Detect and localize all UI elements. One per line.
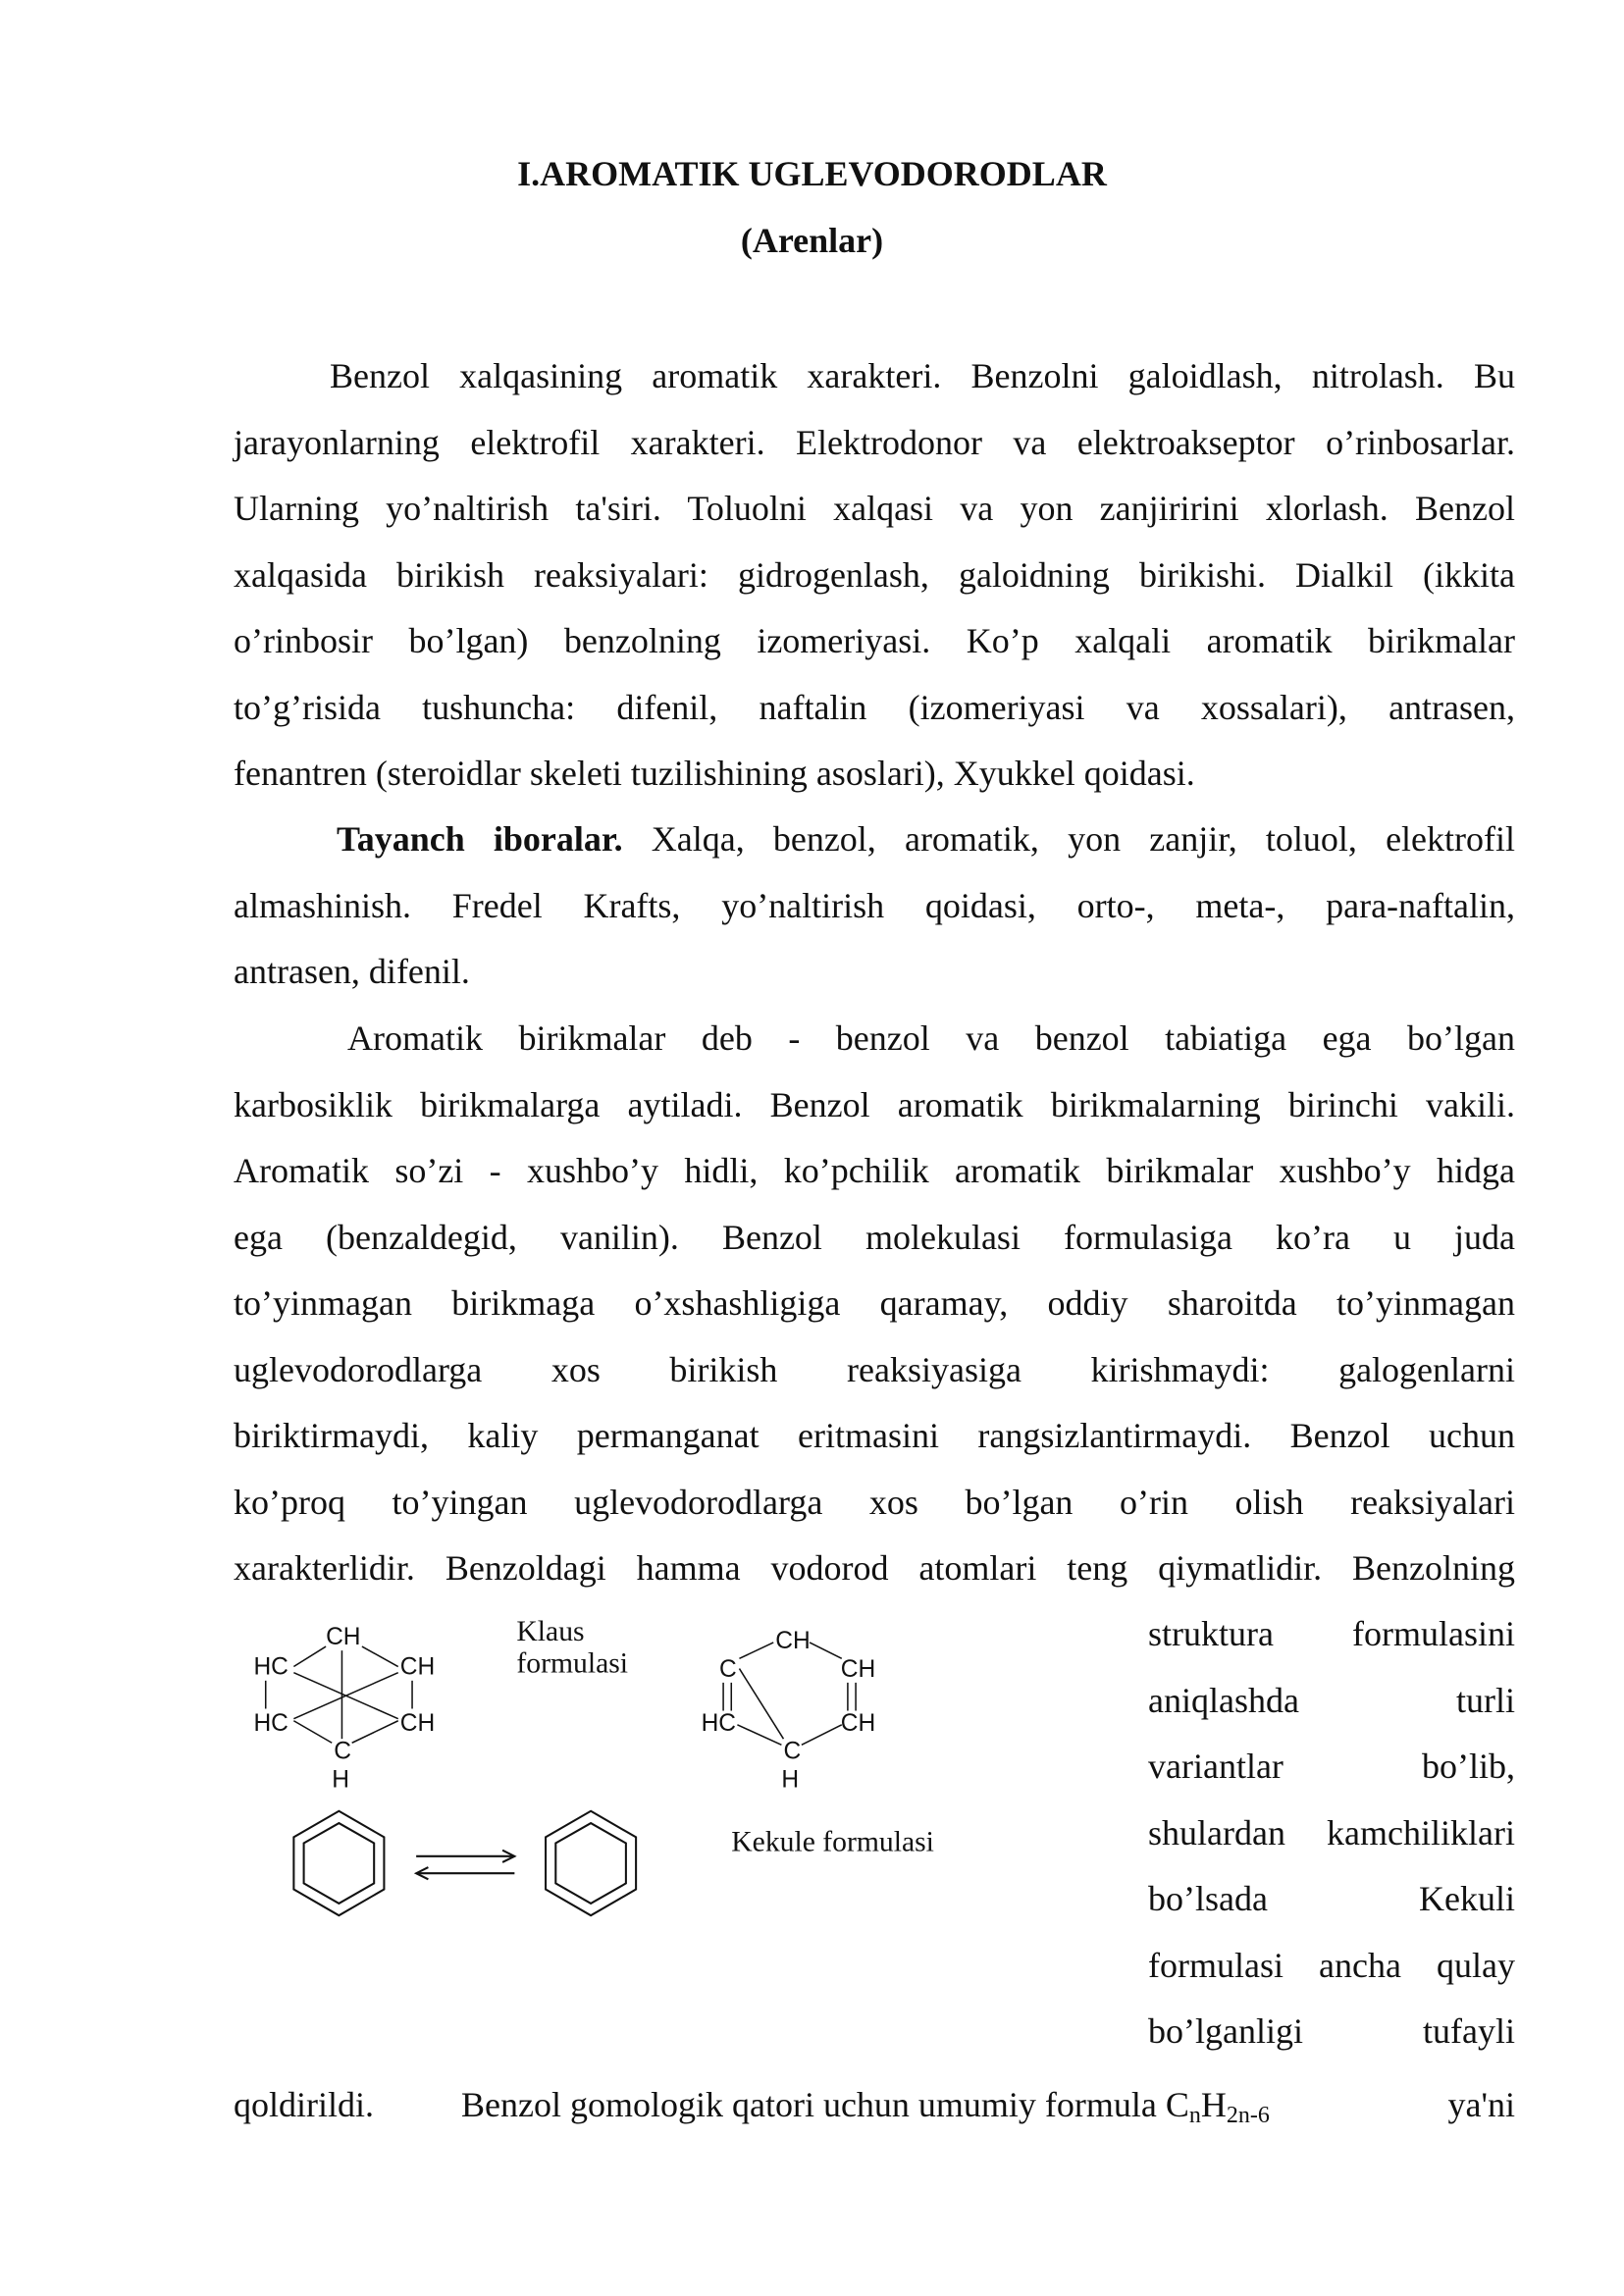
text-line: Aromatik so’zi - xushbo’y hidli, ko’pchilik aromatik birikmalar xushbo’y hidga (234, 1151, 1515, 1190)
text-line: fenantren (steroidlar skeleti tuzilishining asoslari), Xyukkel qoidasi. (234, 754, 1195, 793)
last-line-end: ya'ni (1447, 2085, 1515, 2124)
atom-label: HC (253, 1653, 288, 1681)
text-line: karbosiklik birikmalarga aytiladi. Benzol aromatik birikmalarning birinchi vakili. (234, 1084, 1515, 1124)
right-column-text (1148, 1601, 1515, 2065)
benzene-ring-left-inner (304, 1823, 375, 1904)
formula-text: Benzol gomologik qatori uchun umumiy formula C (461, 2085, 1189, 2124)
atom-label: CH (775, 1628, 811, 1655)
atom-label: CH (326, 1624, 361, 1651)
last-line-left: qoldirildi. (234, 2085, 374, 2124)
atom-label: HC (253, 1709, 288, 1737)
text-line: shulardan kamchiliklari (1148, 1812, 1515, 1852)
kekule-caption: Kekule formulasi (731, 1826, 934, 1858)
atom-label: C (719, 1655, 737, 1683)
keywords-paragraph (234, 807, 1515, 1006)
text-line: xalqasida birikish reaksiyalari: gidrogenlash, galoidning birikishi. Dialkil (ikkita (234, 554, 1515, 595)
formula-sub-n: n (1188, 2103, 1201, 2128)
atom-label: C (334, 1738, 351, 1765)
atom-label: CH (840, 1655, 876, 1683)
text-line: to’yinmagan birikmaga o’xshashligiga qaramay, oddiy sharoitda to’yinmagan (234, 1283, 1515, 1323)
text-line: struktura formulasini (1148, 1614, 1515, 1653)
text-line: ko’proq to’yingan uglevodorodlarga xos bo’lgan o’rin olish reaksiyalari (234, 1482, 1515, 1522)
text-line: Benzol xalqasining aromatik xarakteri. Benzolni galoidlash, nitrolash. Bu (330, 356, 1515, 395)
formula-sub-2n6: 2n-6 (1226, 2103, 1270, 2128)
klaus-caption-line1: Klaus (516, 1615, 585, 1647)
klaus-caption-line2: formulasi (516, 1647, 629, 1680)
keywords-label: Tayanch iboralar. (337, 819, 623, 859)
text-line: almashinish. Fredel Krafts, yo’naltirish qoidasi, orto-, meta-, para-naftalin, (234, 885, 1515, 925)
atom-label: H (781, 1766, 800, 1794)
benzene-ring-left (293, 1811, 384, 1915)
atom-label: CH (840, 1709, 876, 1737)
text-line: o’rinbosir bo’lgan) benzolning izomeriyasi. Ko’p xalqali aromatik birikmalar (234, 621, 1515, 660)
klaus-formula (253, 1624, 435, 1793)
resonance-hexagons (293, 1811, 636, 1915)
text-line: Aromatik birikmalar deb - benzol va benzol tabiatiga ega bo’lgan (347, 1018, 1515, 1058)
text-line: antrasen, difenil. (234, 952, 470, 991)
text-line: Ularning yo’naltirish ta'siri. Toluolni xalqasi va yon zanjiririni xlorlash. Benzol (234, 489, 1515, 528)
atom-label: C (783, 1738, 802, 1765)
text-line: bo’lganligi tufayli (1148, 2011, 1515, 2051)
page-title: I.AROMATIK UGLEVODORODLAR (517, 154, 1107, 193)
last-text-line (234, 2072, 1515, 2139)
text-line: jarayonlarning elektrofil xarakteri. Elektrodonor va elektroakseptor o’rinbosarlar. (234, 422, 1515, 462)
benzene-ring-right (546, 1811, 636, 1915)
last-line-middle (461, 2072, 1270, 2139)
text-line: aniqlashda turli (1148, 1680, 1515, 1720)
benzene-ring-right-inner (555, 1823, 626, 1904)
intro-paragraph (234, 343, 1515, 808)
benzene-structure-figure (234, 1609, 1117, 1943)
kekule-formula (702, 1628, 876, 1793)
keywords-line (234, 807, 1515, 873)
text-line: ega (benzaldegid, vanilin). Benzol molekulasi formulasiga ko’ra u juda (234, 1217, 1515, 1257)
text-line: variantlar bo’lib, (1148, 1747, 1515, 1786)
page-subtitle: (Arenlar) (740, 221, 884, 260)
keywords-text: Xalqa, benzol, aromatik, yon zanjir, toluol, elektrofil (622, 819, 1516, 859)
body-paragraph (234, 1006, 1515, 1602)
atom-label: HC (701, 1709, 737, 1737)
atom-label: CH (399, 1709, 436, 1737)
formula-h: H (1200, 2085, 1227, 2124)
text-line: uglevodorodlarga xos birikish reaksiyasiga kirishmaydi: galogenlarni (234, 1349, 1515, 1389)
text-line: bo’lsada Kekuli (1148, 1879, 1515, 1918)
atom-label: H (332, 1766, 349, 1794)
text-line: formulasi ancha qulay (1148, 1945, 1515, 1985)
text-line: xarakterlidir. Benzoldagi hamma vodorod atomlari teng qiymatlidir. Benzolning (234, 1548, 1515, 1588)
text-line: to’g’risida tushuncha: difenil, naftalin (izomeriyasi va xossalari), antrasen, (234, 687, 1515, 727)
text-line: biriktirmaydi, kaliy permanganat eritmasini rangsizlantirmaydi. Benzol uchun (234, 1416, 1515, 1455)
atom-label: CH (399, 1653, 436, 1681)
